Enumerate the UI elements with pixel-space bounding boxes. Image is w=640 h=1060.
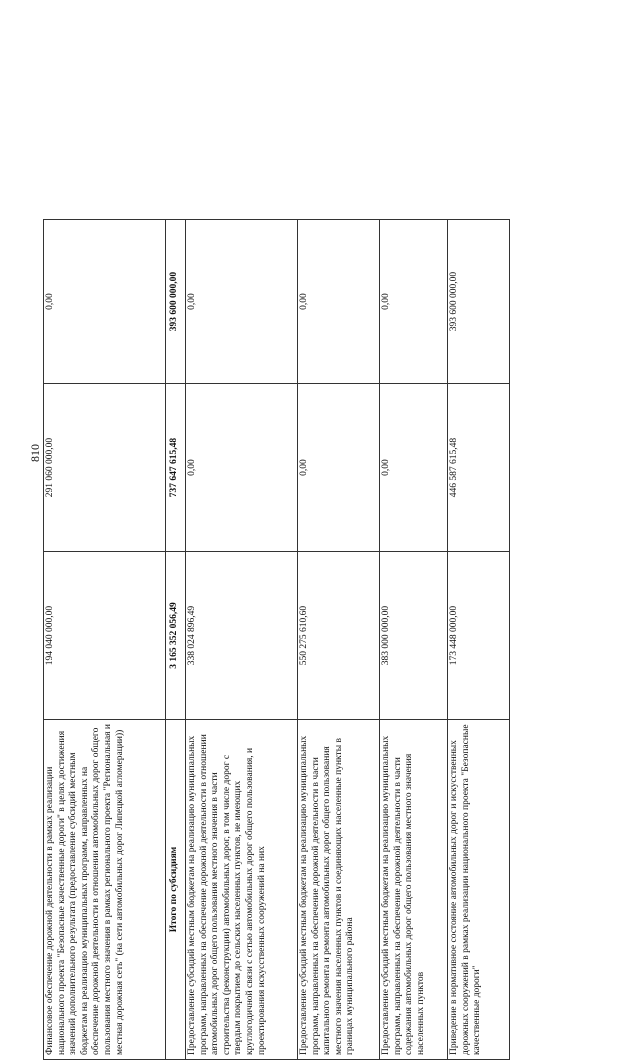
row-value-col2: 383 000 000,00 xyxy=(380,552,448,720)
row-description: Предоставление субсидий местным бюджетам на реализацию муниципальных программ, направленных на обеспечение дорожной деятельности в отношении автомобильных дорог общего пользования местного значения в части строительства (реконструкции) автомобильных дорог, в том числе дорог с твердым покрытием до сельских населенных пунктов, не имеющих круглогодичной связи с сетью автомобильных дорог общего пользования, и проектирования искусственных сооружений на них xyxy=(186,720,298,1060)
table-row xyxy=(186,220,298,1060)
row-value-col2: 173 448 000,00 xyxy=(448,552,510,720)
row-value-col4: 0,00 xyxy=(44,220,166,384)
row-value-col4: 0,00 xyxy=(380,220,448,384)
row-value-col2: 550 275 610,60 xyxy=(298,552,380,720)
total-label: Итого по субсидиям xyxy=(166,720,186,1060)
total-value-col2: 3 165 352 056,49 xyxy=(166,552,186,720)
budget-table xyxy=(43,219,510,1060)
table-row xyxy=(380,220,448,1060)
row-value-col3: 446 587 615,48 xyxy=(448,384,510,552)
row-value-col3: 0,00 xyxy=(298,384,380,552)
page-number: 810 xyxy=(28,444,42,462)
rotated-table-page xyxy=(43,220,483,1060)
row-description: Предоставление субсидий местным бюджетам на реализацию муниципальных программ, направленных на обеспечение дорожной деятельности в части капитального ремонта и ремонта автомобильных дорог общего пользования местного значения населенных пунктов и соединяющих населенные пункты в границах муниципального района xyxy=(298,720,380,1060)
row-value-col3: 0,00 xyxy=(186,384,298,552)
row-value-col4: 0,00 xyxy=(186,220,298,384)
row-value-col3: 291 060 000,00 xyxy=(44,384,166,552)
table-row xyxy=(448,220,510,1060)
row-description: Приведение в нормативное состояние автомобильных дорог и искусственных дорожных сооружений в рамках реализации национального проекта "Безопасные качественные дороги" xyxy=(448,720,510,1060)
row-value-col4: 0,00 xyxy=(298,220,380,384)
table-row xyxy=(298,220,380,1060)
row-description: Предоставление субсидий местным бюджетам на реализацию муниципальных программ, направленных на обеспечение дорожной деятельности в части содержания автомобильных дорог общего пользования местного значения населенных пунктов xyxy=(380,720,448,1060)
table-row xyxy=(44,220,166,1060)
rotated-table-wrapper xyxy=(43,220,510,1060)
row-description: Финансовое обеспечение дорожной деятельности в рамках реализации национального проекта "Безопасные качественные дороги" в целях достижения значений дополнительного результата (предоставление субсидий местным бюджетам на реализацию муниципальных программ, направленных на обеспечение дорожной деятельности в отношении автомобильных дорог общего пользования местного значения в рамках регионального проекта "Региональная и местная дорожная сеть" (на сети автомобильных дорог Липецкой агломерации)) xyxy=(44,720,166,1060)
row-value-col4: 393 600 000,00 xyxy=(448,220,510,384)
row-value-col3: 0,00 xyxy=(380,384,448,552)
row-value-col2: 338 024 896,49 xyxy=(186,552,298,720)
total-value-col4: 393 600 000,00 xyxy=(166,220,186,384)
total-value-col3: 737 647 615,48 xyxy=(166,384,186,552)
row-value-col2: 194 040 000,00 xyxy=(44,552,166,720)
total-row xyxy=(166,220,186,1060)
